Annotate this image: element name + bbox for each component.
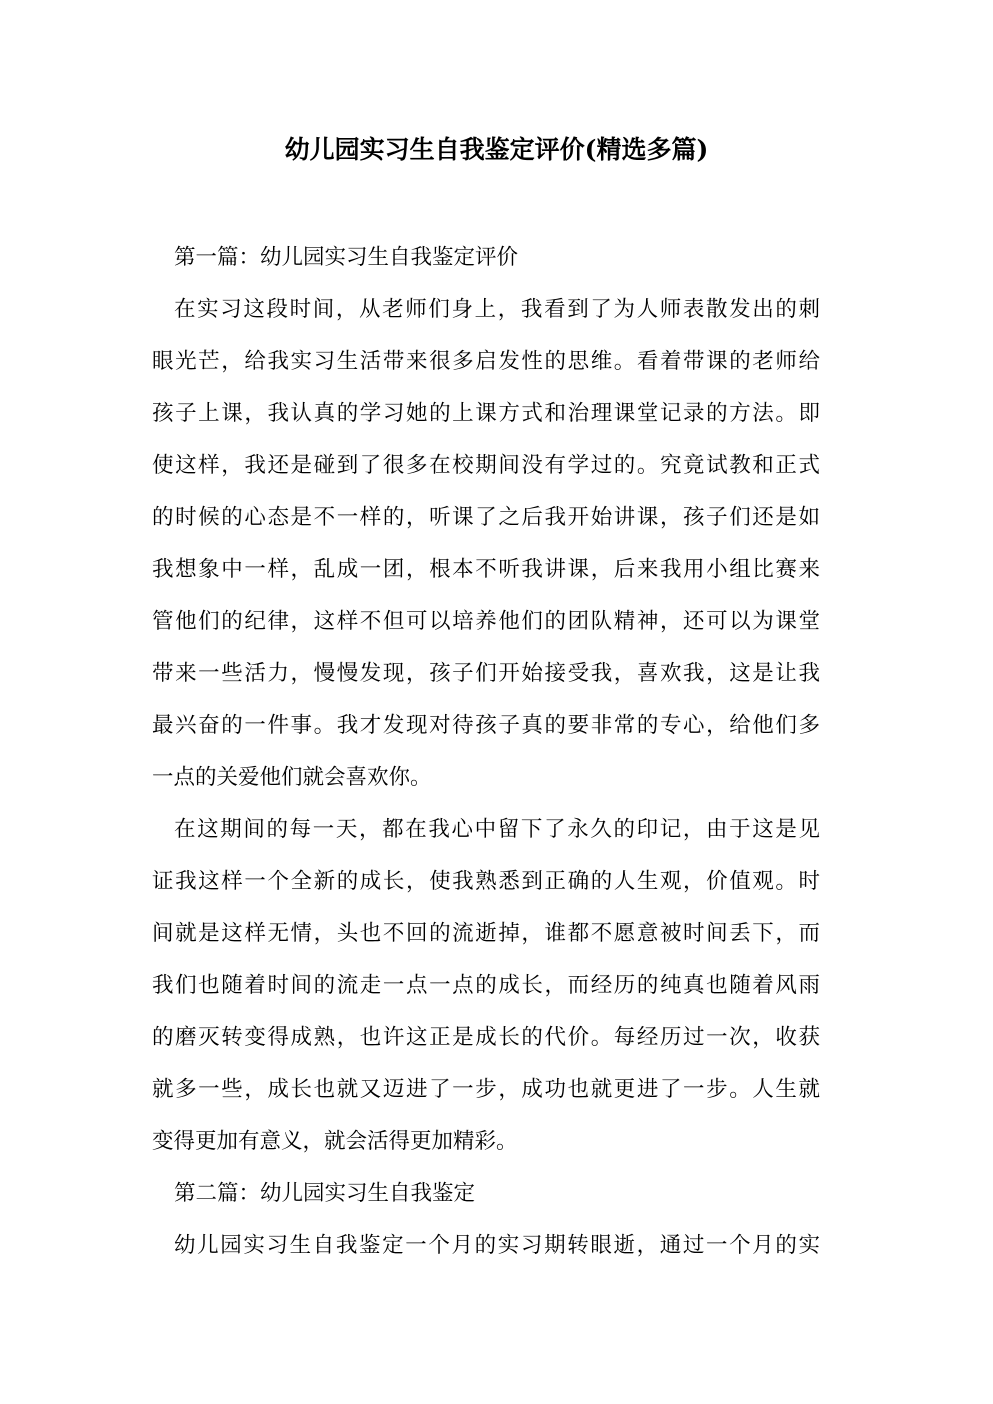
text-line: 我们也随着时间的流走一点一点的成长，而经历的纯真也随着风雨: [152, 973, 820, 998]
text-line: 孩子上课，我认真的学习她的上课方式和治理课堂记录的方法。即: [152, 401, 820, 426]
text-line: 一点的关爱他们就会喜欢你。: [152, 765, 432, 790]
paragraph-3: [152, 1220, 820, 1272]
text-line: 间就是这样无情，头也不回的流逝掉，谁都不愿意被时间丢下，而: [152, 921, 820, 946]
text-line: 在实习这段时间，从老师们身上，我看到了为人师表散发出的刺: [174, 297, 820, 322]
paragraph-1: [152, 284, 820, 804]
text-line: 管他们的纪律，这样不但可以培养他们的团队精神，还可以为课堂: [152, 609, 820, 634]
text-line: 证我这样一个全新的成长，使我熟悉到正确的人生观，价值观。时: [152, 869, 820, 894]
text-line: 眼光芒，给我实习生活带来很多启发性的思维。看着带课的老师给: [152, 349, 820, 374]
text-line: 使这样，我还是碰到了很多在校期间没有学过的。究竟试教和正式: [152, 453, 820, 478]
text-line: 带来一些活力，慢慢发现，孩子们开始接受我，喜欢我，这是让我: [152, 661, 820, 686]
text-line: 的磨灭转变得成熟，也许这正是成长的代价。每经历过一次，收获: [152, 1025, 820, 1050]
text-line: 就多一些，成长也就又迈进了一步，成功也就更进了一步。人生就: [152, 1077, 820, 1102]
document-body: [152, 232, 820, 1272]
text-line: 在这期间的每一天，都在我心中留下了永久的印记，由于这是见: [174, 817, 820, 842]
section-heading-2: 第二篇：幼儿园实习生自我鉴定: [174, 1181, 476, 1206]
text-line: 最兴奋的一件事。我才发现对待孩子真的要非常的专心，给他们多: [152, 713, 820, 738]
text-line: 我想象中一样，乱成一团，根本不听我讲课，后来我用小组比赛来: [152, 557, 820, 582]
section-heading-1: 第一篇：幼儿园实习生自我鉴定评价: [174, 245, 519, 270]
text-line: 的时候的心态是不一样的，听课了之后我开始讲课，孩子们还是如: [152, 505, 820, 530]
document-title: 幼儿园实习生自我鉴定评价(精选多篇): [284, 135, 709, 164]
paragraph-2: [152, 804, 820, 1168]
text-line: 变得更加有意义，就会活得更加精彩。: [152, 1129, 518, 1154]
text-line: 幼儿园实习生自我鉴定一个月的实习期转眼逝，通过一个月的实: [174, 1233, 820, 1258]
